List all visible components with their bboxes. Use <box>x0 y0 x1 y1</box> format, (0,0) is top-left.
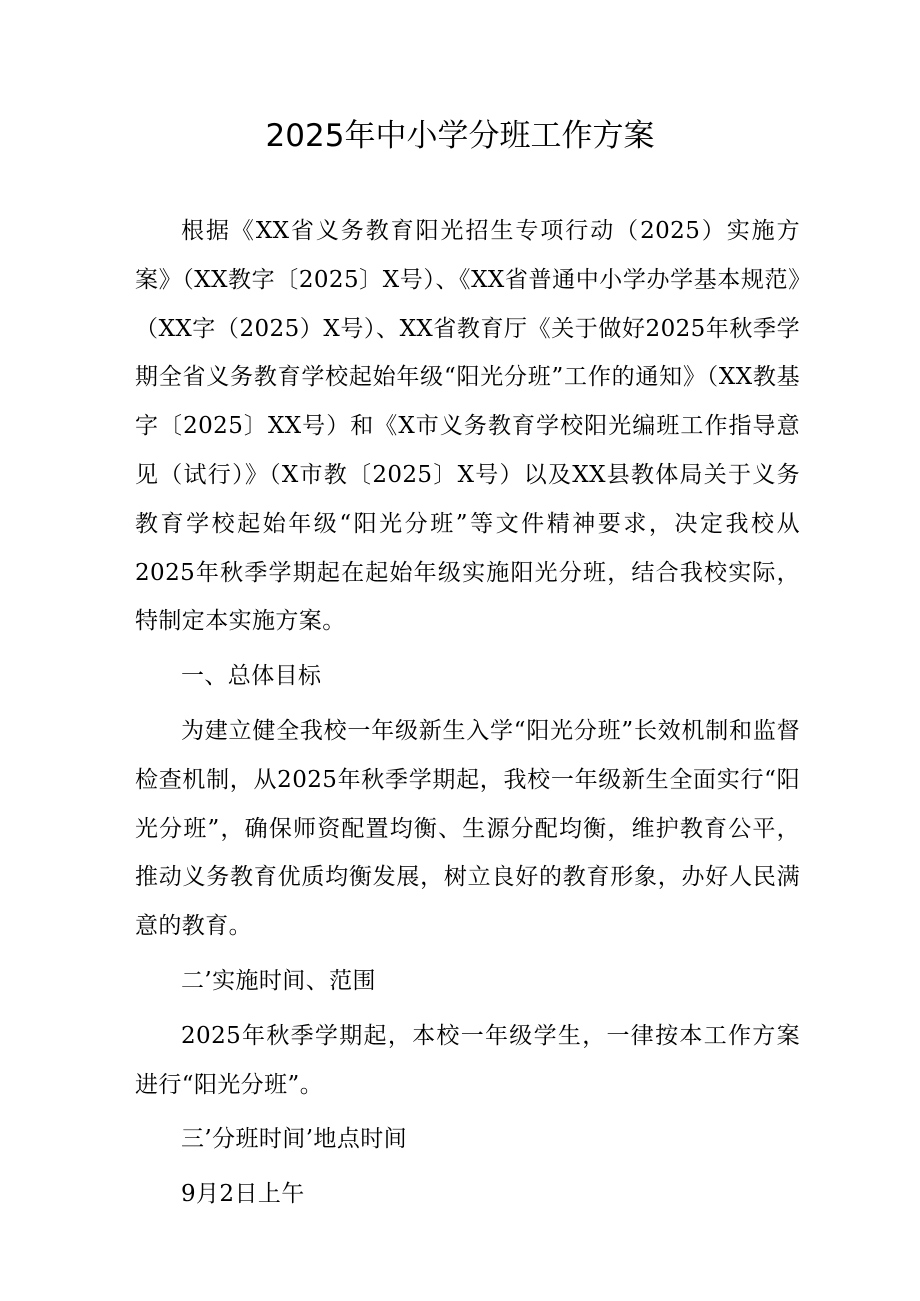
document-body <box>135 207 800 1225</box>
section-3-heading: 三’分班时间’地点时间 <box>181 1126 408 1153</box>
section-1-heading: 一、总体目标 <box>181 663 322 690</box>
section-1-paragraph: 为建立健全我校一年级新生入学“阳光分班”长效机制和监督检查机制，从2025年秋季学期起，我校一年级新生全面实行“阳光分班”，确保师资配置均衡、生源分配均衡，维护教育公平，推动义务教育优质均衡发展，树立良好的教育形象，办好人民满意的教育。 <box>135 717 800 940</box>
section-2-paragraph: 2025年秋季学期起，本校一年级学生，一律按本工作方案进行“阳光分班”。 <box>135 1022 800 1098</box>
document-title: 2025年中小学分班工作方案 <box>265 118 655 154</box>
section-2-heading: 二’实施时间、范围 <box>181 967 376 994</box>
section-3-time: 9月2日上午 <box>181 1181 305 1208</box>
intro-paragraph: 根据《XX省义务教育阳光招生专项行动（2025）实施方案》（XX教字〔2025〕X号）、《XX省普通中小学办学基本规范》（XX字（2025）X号）、XX省教育厅《关于做好2025年秋季学期全省义务教育学校起始年级“阳光分班”工作的通知》（XX教基字〔2025〕XX号）和《X市义务教育学校阳光编班工作指导意见（试行）》（X市教〔2025〕X号）以及XX县教体局关于义务教育学校起始年级“阳光分班”等文件精神要求，决定我校从2025年秋季学期起在起始年级实施阳光分班，结合我校实际，特制定本实施方案。 <box>135 218 800 635</box>
